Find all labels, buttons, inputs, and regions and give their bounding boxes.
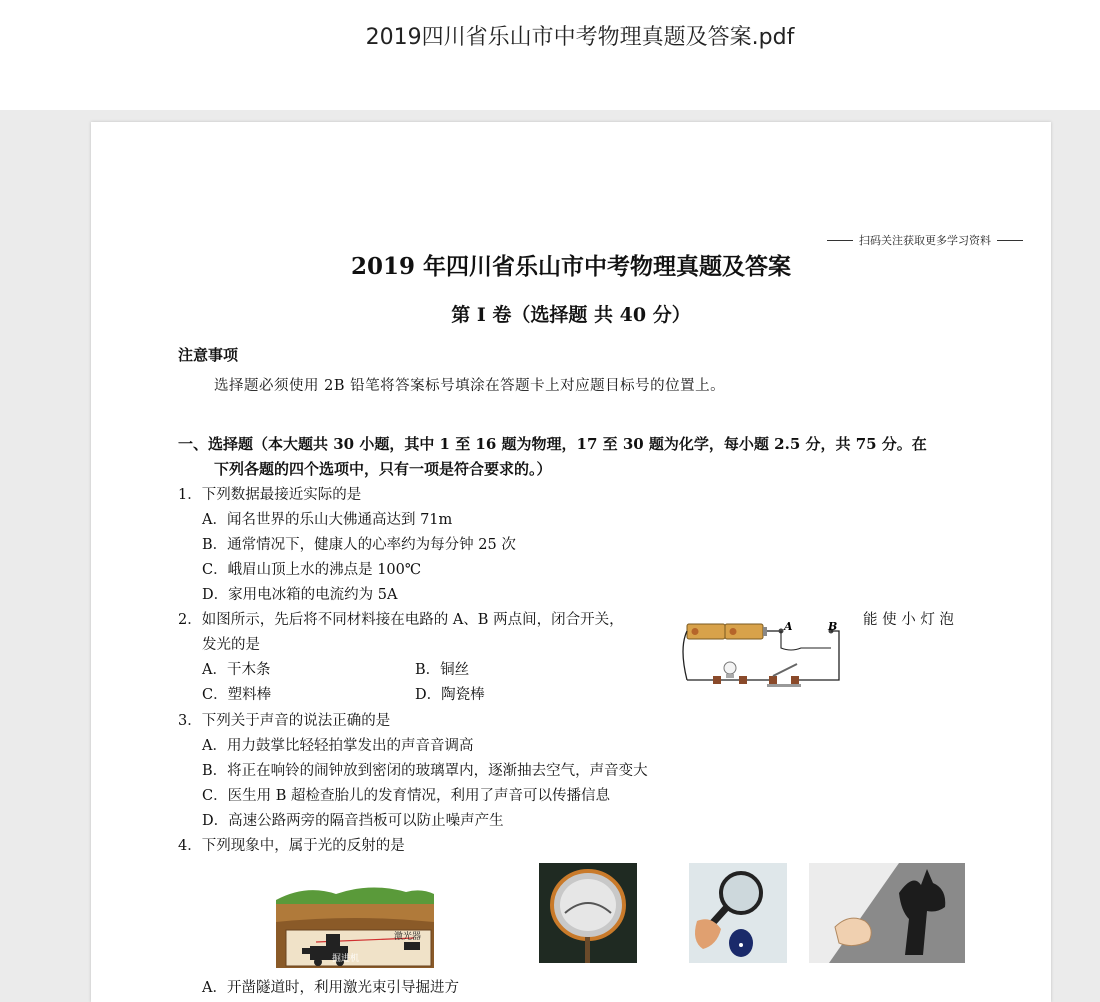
q2-option-c: C．塑料棒 [202,687,272,703]
document-filename: 2019四川省乐山市中考物理真题及答案.pdf [365,25,795,50]
section-line-2: 下列各题的四个选项中，只有一项是符合要求的。） [214,460,552,478]
section-instructions [178,432,927,482]
circuit-label-b: B [828,620,838,633]
exam-subtitle: 第 I 卷（选择题 共 40 分） [451,304,691,326]
q2-stem-continued: 能 使 小 灯 泡 [863,612,954,628]
q1-option-d: D．家用电冰箱的电流约为 5A [202,587,398,603]
circuit-figure [681,618,851,704]
circuit-label-a: A [784,620,793,633]
pdf-page [91,122,1051,1002]
convex-mirror-illustration [539,863,637,963]
q3-option-d: D．高速公路两旁的隔音挡板可以防止噪声产生 [202,813,504,829]
viewer-titlebar [0,0,1100,110]
tunnel-laser-illustration [276,882,434,968]
q2-option-d: D．陶瓷棒 [415,687,485,703]
q2-option-b: B．铜丝 [415,662,470,678]
hand-shadow-figure [809,863,965,963]
q1-option-c: C．峨眉山顶上水的沸点是 100℃ [202,562,422,578]
q4-option-a: A．开凿隧道时，利用激光束引导掘进方 [202,980,459,996]
hand-shadow-illustration [809,863,965,963]
section-line-1: 一、选择题（本大题共 30 小题，其中 1 至 16 题为物理，17 至 30 题为化学，每小题 2.5 分，共 75 分。在 [178,435,927,453]
q2-stem: 2．如图所示，先后将不同材料接在电路的 A、B 两点间，闭合开关， [178,612,624,628]
q4-stem: 4．下列现象中，属于光的反射的是 [178,838,405,854]
notice-heading: 注意事项 [178,346,239,364]
magnifier-illustration [689,863,787,963]
header-note [827,232,1023,248]
notice-text: 选择题必须使用 2B 铅笔将答案标号填涂在答题卡上对应题目标号的位置上。 [214,378,726,394]
q3-stem: 3．下列关于声音的说法正确的是 [178,713,391,729]
q1-option-b: B．通常情况下，健康人的心率约为每分钟 25 次 [202,537,516,553]
q1-option-a: A．闻名世界的乐山大佛通高达到 71m [202,512,453,528]
magnifier-figure [689,863,787,963]
convex-mirror-figure [539,863,637,963]
q2-stem-end: 发光的是 [202,637,260,653]
battery-pack [687,624,767,639]
switch-icon [767,664,801,687]
q1-stem: 1．下列数据最接近实际的是 [178,487,362,503]
header-note-text: 扫码关注获取更多学习资料 [859,234,991,247]
header-rule-right [997,240,1023,241]
q3-option-a: A．用力鼓掌比轻轻拍掌发出的声音音调高 [202,738,474,754]
q3-option-b: B．将正在响铃的闹钟放到密闭的玻璃罩内，逐渐抽去空气，声音变大 [202,763,648,779]
label-laser: 激光器 [394,932,422,942]
q3-option-c: C．医生用 B 超检查胎儿的发育情况，利用了声音可以传播信息 [202,788,610,804]
circuit-diagram [681,618,851,704]
label-digger: 掘进机 [332,954,360,964]
q2-option-a: A．干木条 [202,662,271,678]
exam-title: 2019 年四川省乐山市中考物理真题及答案 [350,253,792,280]
header-rule-left [827,240,853,241]
bulb-icon [713,662,747,684]
tunnel-laser-figure [276,882,434,968]
